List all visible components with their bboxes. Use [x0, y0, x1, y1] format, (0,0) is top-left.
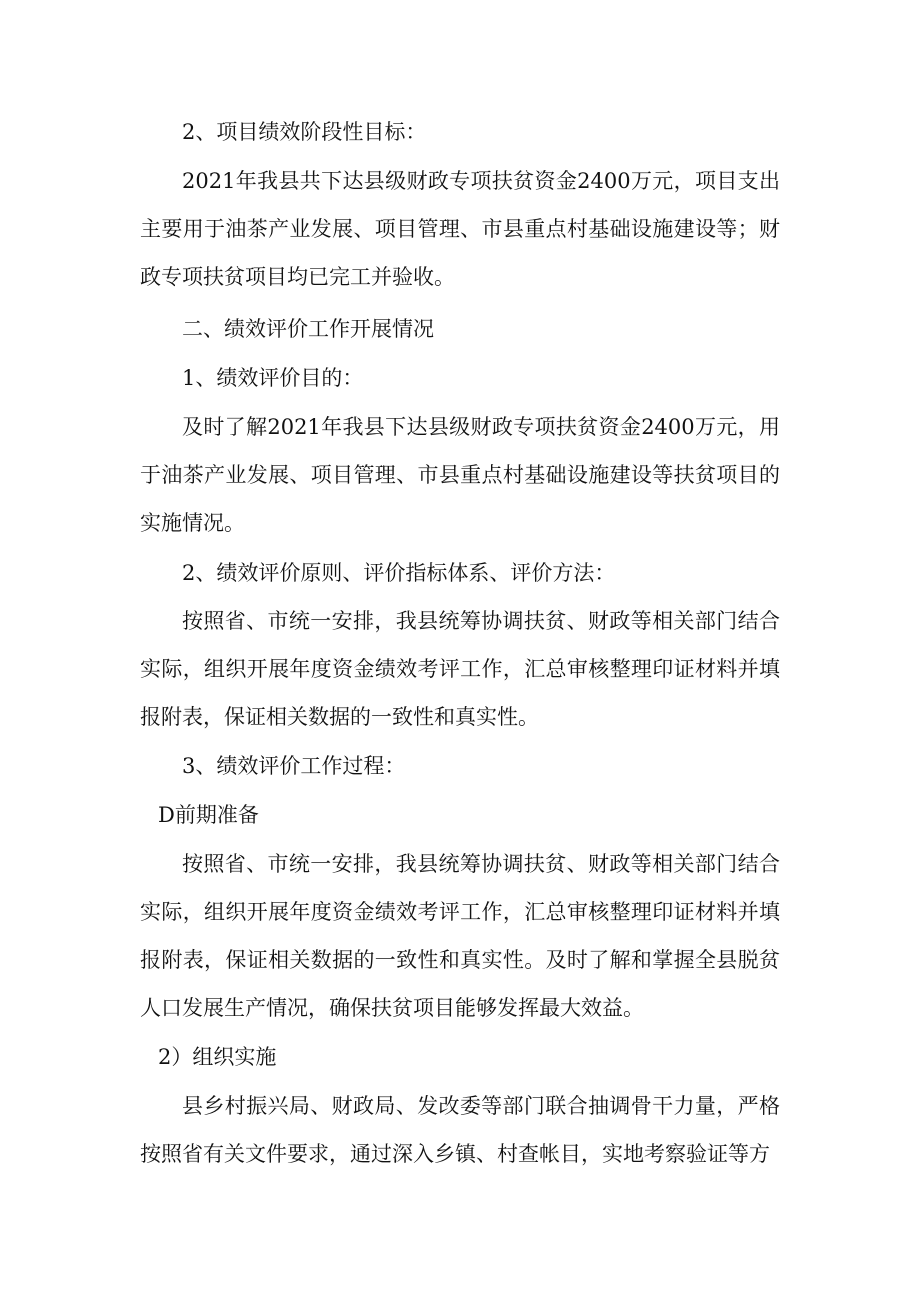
- paragraph-principles: 按照省、市统一安排，我县统筹协调扶贫、财政等相关部门结合实际，组织开展年度资金绩效考评工作，汇总审核整理印证材料并填报附表，保证相关数据的一致性和真实性。: [140, 609, 780, 729]
- heading-section-two: 二、绩效评价工作开展情况: [182, 317, 434, 341]
- paragraph-preparation: 按照省、市统一安排，我县统筹协调扶贫、财政等相关部门结合实际，组织开展年度资金绩效考评工作，汇总审核整理印证材料并填报附表，保证相关数据的一致性和真实性。及时了解和掌握全县脱贫人口发展生产情况，确保扶贫项目能够发挥最大效益。: [140, 852, 780, 1020]
- paragraph-2021-funds: 2021年我县共下达县级财政专项扶贫资金2400万元，项目支出主要用于油茶产业发展、项目管理、市县重点村基础设施建设等；财政专项扶贫项目均已完工并验收。: [140, 169, 780, 289]
- heading-purpose: 1、绩效评价目的：: [182, 366, 364, 390]
- heading-implementation: 2）组织实施: [158, 1045, 277, 1069]
- heading-principles: 2、绩效评价原则、评价指标体系、评价方法：: [182, 561, 616, 585]
- heading-process: 3、绩效评价工作过程：: [182, 754, 406, 778]
- paragraph-purpose: 及时了解2021年我县下达县级财政专项扶贫资金2400万元，用于油茶产业发展、项目管理、市县重点村基础设施建设等扶贫项目的实施情况。: [140, 415, 780, 535]
- paragraph-implementation: 县乡村振兴局、财政局、发改委等部门联合抽调骨干力量，严格按照省有关文件要求，通过深入乡镇、村查帐目，实地考察验证等方: [140, 1094, 780, 1166]
- heading-preparation: D前期准备: [158, 803, 259, 827]
- heading-stage-goal: 2、项目绩效阶段性目标：: [182, 120, 427, 144]
